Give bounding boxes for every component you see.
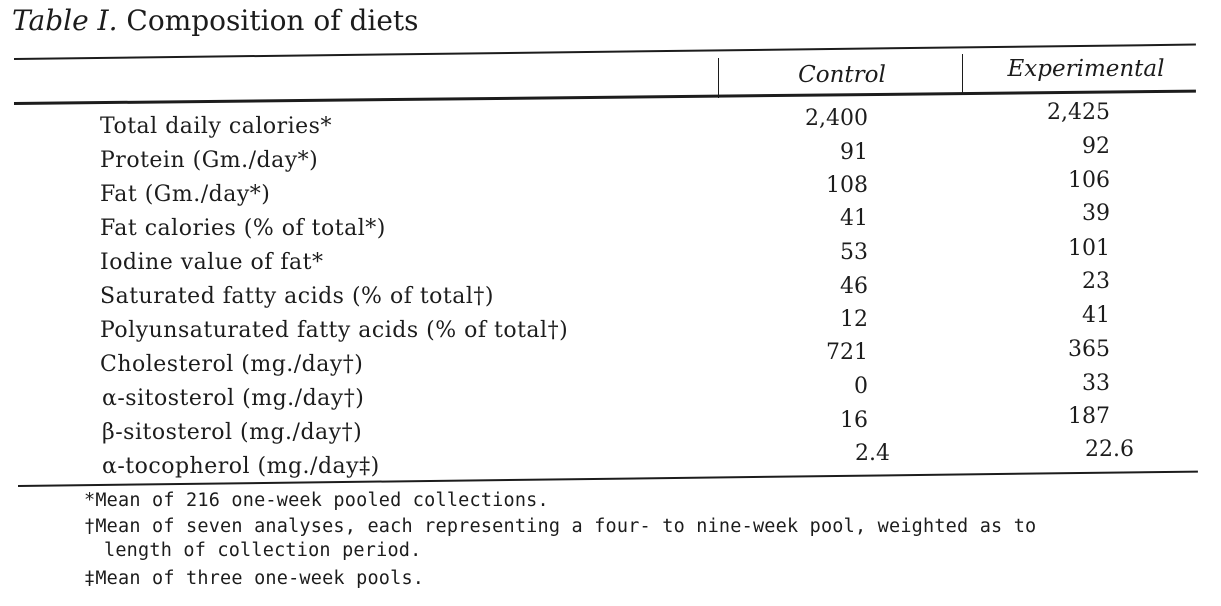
cell-exp-saturated: 23	[1082, 269, 1110, 294]
table-number: Table I.	[12, 4, 118, 37]
row-label-alpha-tocopherol: α-tocopherol (mg./day‡)	[102, 454, 380, 479]
header-divider-right	[962, 54, 963, 94]
column-header-control: Control	[798, 62, 886, 88]
row-label-polyunsaturated: Polyunsaturated fatty acids (% of total†)	[100, 318, 569, 343]
header-divider-left	[718, 58, 719, 98]
cell-control-saturated: 46	[840, 274, 868, 299]
cell-control-iodine-value: 53	[840, 240, 868, 265]
row-label-total-calories: Total daily calories*	[100, 114, 332, 139]
cell-exp-protein: 92	[1082, 134, 1110, 159]
cell-exp-fat-calories: 39	[1082, 201, 1110, 226]
row-label-alpha-sitosterol: α-sitosterol (mg./day†)	[102, 386, 365, 411]
cell-control-alpha-sitosterol: 0	[854, 374, 868, 399]
cell-control-alpha-tocopherol: 2.4	[855, 441, 890, 466]
footnote-double-dagger: ‡Mean of three one-week pools.	[84, 568, 425, 589]
cell-exp-total-calories: 2,425	[1047, 100, 1110, 125]
row-label-protein: Protein (Gm./day*)	[100, 148, 319, 173]
cell-control-beta-sitosterol: 16	[840, 408, 868, 433]
cell-control-fat-calories: 41	[840, 206, 868, 231]
table-title	[12, 4, 419, 37]
cell-exp-alpha-sitosterol: 33	[1082, 371, 1110, 396]
table-caption: Composition of diets	[126, 4, 419, 37]
row-label-fat-calories: Fat calories (% of total*)	[100, 216, 386, 241]
header-bottom-rule	[14, 90, 1196, 105]
cell-exp-alpha-tocopherol: 22.6	[1085, 437, 1134, 462]
footnote-dagger-line-2: length of collection period.	[104, 540, 422, 561]
footnote-star: *Mean of 216 one-week pooled collections.	[84, 490, 549, 511]
cell-control-protein: 91	[840, 140, 868, 165]
column-header-experimental: Experimental	[1007, 56, 1165, 82]
row-label-beta-sitosterol: β-sitosterol (mg./day†)	[102, 420, 363, 445]
footnote-dagger-line-1: †Mean of seven analyses, each representing a four- to nine-week pool, weighted as to	[84, 516, 1037, 537]
cell-control-cholesterol: 721	[826, 340, 868, 365]
row-label-iodine-value: Iodine value of fat*	[100, 250, 324, 275]
cell-exp-polyunsaturated: 41	[1082, 303, 1110, 328]
row-label-cholesterol: Cholesterol (mg./day†)	[100, 352, 364, 377]
row-label-fat: Fat (Gm./day*)	[100, 182, 271, 207]
cell-exp-fat: 106	[1068, 168, 1110, 193]
cell-control-polyunsaturated: 12	[840, 307, 868, 332]
cell-exp-beta-sitosterol: 187	[1068, 404, 1110, 429]
cell-exp-iodine-value: 101	[1068, 236, 1110, 261]
cell-control-total-calories: 2,400	[805, 106, 868, 131]
row-label-saturated: Saturated fatty acids (% of total†)	[100, 284, 494, 309]
cell-control-fat: 108	[826, 173, 868, 198]
cell-exp-cholesterol: 365	[1068, 337, 1110, 362]
